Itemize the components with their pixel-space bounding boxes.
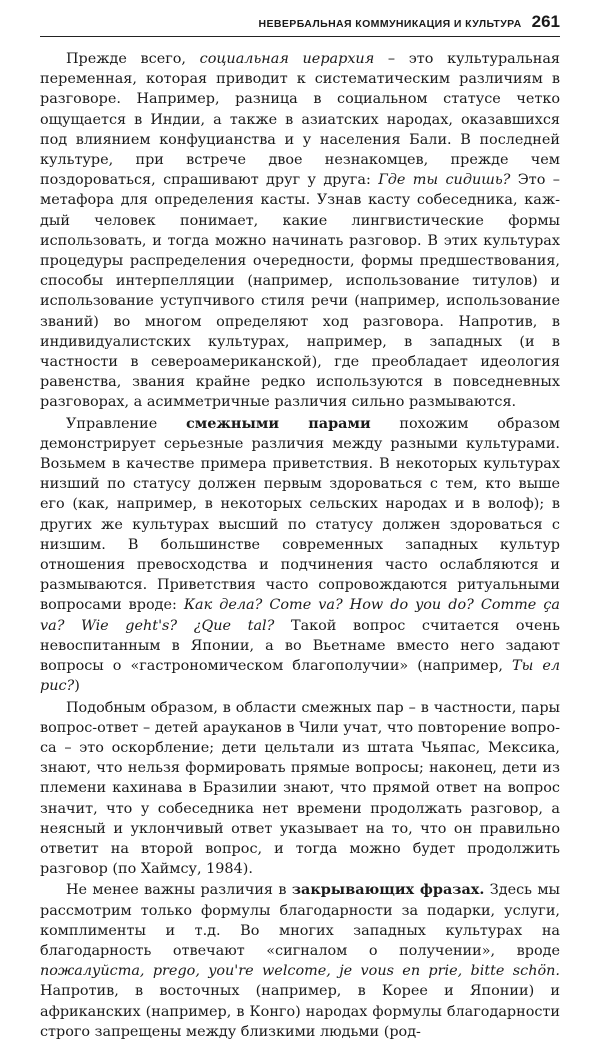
paragraph-closing-phrases — [40, 880, 560, 1042]
paragraph-adjacency-pairs — [40, 414, 560, 697]
paragraph-social-hierarchy — [40, 49, 560, 413]
running-title: НЕВЕРБАЛЬНАЯ КОММУНИКАЦИЯ И КУЛЬТУРА — [258, 18, 522, 30]
italic-run: Где ты сидишь? — [378, 172, 511, 189]
paragraph-question-answer — [40, 698, 560, 880]
bold-term: смежными парами — [185, 414, 371, 432]
text-run: ) — [74, 678, 80, 695]
text-run: Такой вопрос считается очень невоспитанным в Японии, а во Вьетнаме вместо него задают вопросы о «гастрономическом благополучии» (например, — [40, 617, 560, 675]
italic-run: Как дела? Come va? How do you do? Comme ça va? Wie geht's? ¿Que tal? — [40, 597, 560, 634]
text-run: Подобным образом, в области смежных пар – в частности, пары вопрос-ответ – детей арауканов в Чили учат, что повторение вопроса – это оскорбление; дети цельтали из штата Чьяпас, Мексика, знают, что нельзя формировать прямые вопросы; наконец, дети из племени кахинава в Бразилии знают, что прямой ответ на вопрос значит, что у собеседника нет времени продолжать разговор, а неясный и уклончивый ответ указывает на то, что он правильно ответит на второй вопрос, и тогда можно будет продолжить разговор (по Хаймсу, 1984). — [40, 699, 560, 878]
italic-run: социальная иерархия — [199, 51, 375, 67]
page-number: 261 — [531, 12, 560, 31]
text-run: Прежде всего, — [66, 51, 200, 67]
text-run: похожим образом демонстрирует серьезные различия между разными культурами. Возьмем в качестве примера приветствия. В некоторых культурах низший по статусу должен первым здороваться с тем, кто выше его (как, например, в некоторых сельских народах и в волоф); в других же культурах высший по статусу должен здороваться с низшим. В большинстве современных западных культур отношения превосходства и подчинения часто ослабляются и размываются. Приветствия часто сопровождаются ритуальными вопросами вроде: — [40, 415, 560, 614]
italic-run: Ты ел рис? — [40, 658, 560, 695]
bold-term: закрывающих фразах. — [291, 881, 485, 899]
body-text — [40, 49, 560, 1042]
text-run: – это культуральная переменная, которая приводит к систематическим различиям в разговоре. Например, разница в социальном статусе четко ощущается в Индии, а также в азиатских народах, оказавшихся под влиянием конфуцианства и у населения Бали. В последней культуре, при встрече двое незнакомцев, прежде чем поздороваться, спрашивают друг у друга: — [40, 51, 560, 189]
text-run: Не менее важны различия в — [66, 882, 292, 899]
text-run: Это – метафора для определения касты. Узнав касту собеседника, каждый человек понимает, какие лингвистические формы использовать, и тогда можно начинать разговор. В этих культурах процедуры распределения очередности, формы предшествования, способы интерпелляции (например, использование титулов) и использование уступчивого стиля речи (например, использование званий) во многом определяют ход разговора. Напротив, в индивидуалистских культурах, например, в западных (и в частности в североамериканской), где преобладает идеология равенства, звания крайне редко используются в повседневных разговорах, а асимметричные различия сильно размываются. — [40, 172, 560, 411]
text-run: Управление — [66, 415, 186, 432]
italic-run: пожалуйста, prego, you're welcome, je vous en prie, bitte schön. — [40, 963, 560, 980]
running-header — [40, 12, 560, 37]
text-run: Напротив, в восточных (например, в Корее и Японии) и африканских (например, в Конго) народах формулы благодарности строго запрещены между близкими людьми (род- — [40, 983, 560, 1040]
text-run: Здесь мы рассмотрим только формулы благодарности за подарки, услуги, комплименты и т.д. Во многих западных культурах на благодарность отвечают «сигналом о получении», вроде — [40, 882, 560, 959]
